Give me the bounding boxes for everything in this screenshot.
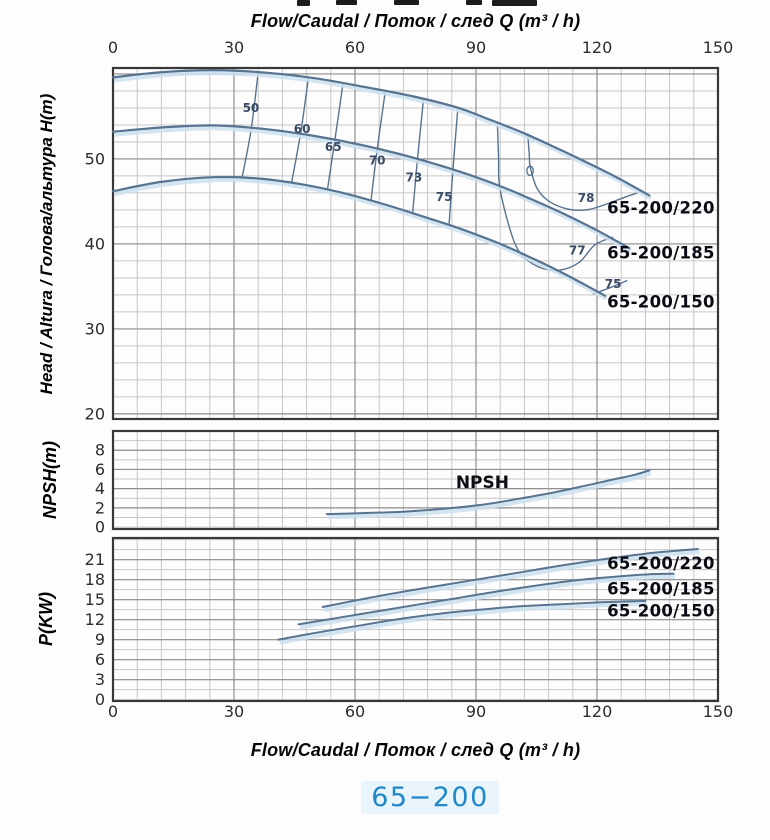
x-tick-label-bottom: 90: [465, 702, 487, 721]
y-tick-label: 0: [94, 690, 105, 710]
npsh-annotation: NPSH: [455, 473, 510, 494]
y-axis-title: Head / Altura / Голова/альтура H(m): [37, 93, 56, 395]
y-tick-label: 18: [84, 570, 105, 590]
y-tick-label: 40: [84, 234, 105, 254]
head-chart: [37, 68, 718, 423]
x-tick-label-bottom: 120: [581, 702, 613, 721]
efficiency-contour-73: [413, 99, 424, 213]
x-tick-label-top: 120: [581, 38, 613, 57]
efficiency-label: 77: [568, 243, 586, 258]
x-tick-label-top: 90: [465, 38, 487, 57]
y-tick-label: 4: [94, 479, 105, 499]
head-curve-65-200-150: [113, 177, 607, 299]
curve-label: 65-200/150: [607, 601, 715, 621]
efficiency-label: 75: [435, 190, 453, 205]
x-tick-label-bottom: 60: [344, 702, 366, 721]
y-tick-label: 9: [94, 630, 105, 650]
y-tick-label: 2: [94, 498, 105, 518]
y-tick-label: 15: [84, 590, 105, 610]
x-tick-label-bottom: 0: [107, 702, 119, 721]
curve-label: 65-200/220: [607, 198, 715, 218]
curve-label: 65-200/220: [607, 554, 715, 573]
y-tick-label: 12: [84, 610, 105, 630]
y-tick-label: 20: [84, 404, 105, 424]
efficiency-label: 73: [405, 170, 423, 185]
power-chart: [36, 538, 718, 709]
curve-label: 65-200/185: [607, 243, 715, 263]
npsh-chart: [40, 431, 718, 537]
efficiency-contour-65: [328, 84, 343, 189]
chart-title: [113, 782, 747, 813]
y-axis-title: NPSH(m): [40, 440, 60, 520]
efficiency-label: 65: [324, 140, 342, 155]
y-tick-label: 3: [94, 670, 105, 690]
flow-axis-label-bottom: Flow/Caudal / Поток / след Q (m³ / h): [250, 740, 581, 760]
efficiency-label: 75: [604, 276, 622, 291]
x-tick-label-top: 0: [107, 38, 119, 57]
chart-title-text: 65−200: [361, 781, 499, 814]
y-tick-label: 6: [94, 459, 105, 479]
x-tick-label-top: 60: [344, 38, 366, 57]
y-tick-label: 50: [84, 149, 105, 169]
x-tick-label-top: 150: [702, 38, 734, 57]
x-tick-label-top: 30: [223, 38, 245, 57]
efficiency-label: 78: [577, 191, 595, 206]
cropped-text-remnant: [297, 0, 537, 6]
y-tick-label: 30: [84, 319, 105, 339]
y-tick-label: 21: [84, 550, 105, 570]
curve-label: 65-200/150: [607, 292, 715, 312]
efficiency-label: 70: [368, 153, 386, 168]
y-axis-title: P(KW): [36, 592, 56, 646]
efficiency-label: 60: [293, 122, 311, 137]
x-tick-label-bottom: 150: [702, 702, 734, 721]
y-tick-label: 0: [94, 517, 105, 537]
efficiency-contour-75: [449, 108, 458, 225]
x-tick-label-bottom: 30: [223, 702, 245, 721]
efficiency-label: 50: [242, 100, 260, 115]
y-tick-label: 8: [94, 440, 105, 460]
y-tick-label: 6: [94, 650, 105, 670]
curve-label: 65-200/185: [607, 579, 715, 599]
flow-axis-label-top: Flow/Caudal / Поток / след Q (m³ / h): [250, 11, 581, 31]
